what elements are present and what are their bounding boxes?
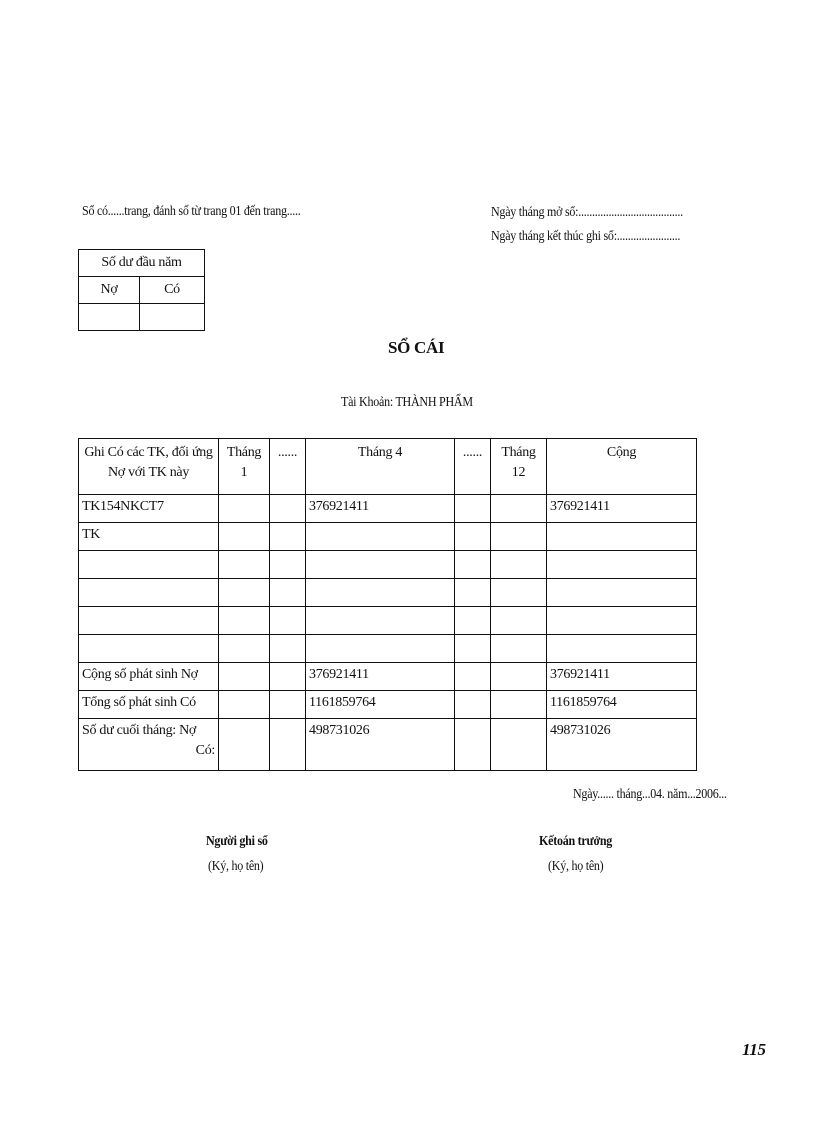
table-row <box>79 579 697 607</box>
col-header-month1-line1: Tháng <box>226 445 262 460</box>
open-date-line: Ngày tháng mở sổ:...................................... <box>491 205 683 220</box>
row-label <box>79 579 219 607</box>
cell <box>455 551 491 579</box>
summary-credit-month4: 1161859764 <box>306 691 455 719</box>
book-pages-note: Sổ có......trang, đánh số từ trang 01 đến trang..... <box>82 204 301 219</box>
cell <box>270 579 306 607</box>
table-row <box>79 523 697 551</box>
cell <box>219 579 270 607</box>
summary-closing-label <box>79 719 219 771</box>
row-total <box>547 523 697 551</box>
sign-date-line: Ngày...... tháng...04. năm...2006... <box>573 787 727 802</box>
cell <box>491 607 547 635</box>
close-date-line: Ngày tháng kết thúc ghi sổ:....................... <box>491 229 681 244</box>
cell <box>455 663 491 691</box>
row-label: TK154NKCT7 <box>79 495 219 523</box>
col-header-total: Cộng <box>547 439 697 495</box>
cell <box>491 719 547 771</box>
ledger-header-row <box>79 439 697 495</box>
col-header-month4: Tháng 4 <box>306 439 455 495</box>
row-label <box>79 551 219 579</box>
page-title: SỔ CÁI <box>388 338 445 357</box>
ledger-table <box>78 438 697 771</box>
closing-debit-label: Số dư cuối tháng: Nợ <box>82 723 196 738</box>
summary-closing-row <box>79 719 697 771</box>
recorder-title: Người ghi sổ <box>206 834 268 849</box>
row-month4 <box>306 523 455 551</box>
cell <box>270 719 306 771</box>
cell <box>219 523 270 551</box>
row-label <box>79 607 219 635</box>
cell <box>270 523 306 551</box>
summary-closing-month4: 498731026 <box>306 719 455 771</box>
summary-credit-label: Tổng số phát sinh Có <box>79 691 219 719</box>
cell <box>219 607 270 635</box>
chief-accountant-title: Kếtoán trưởng <box>539 834 613 849</box>
row-total <box>547 551 697 579</box>
cell <box>219 691 270 719</box>
row-total: 376921411 <box>547 495 697 523</box>
table-row <box>79 495 697 523</box>
cell <box>455 719 491 771</box>
opening-credit-label: Có <box>140 277 205 304</box>
summary-debit-row <box>79 663 697 691</box>
account-name: Tài Khoản: THÀNH PHẨM <box>341 395 473 410</box>
cell <box>270 607 306 635</box>
row-total <box>547 607 697 635</box>
summary-debit-month4: 376921411 <box>306 663 455 691</box>
col-header-month12-line2: 12 <box>511 465 526 480</box>
cell <box>219 663 270 691</box>
opening-debit-label: Nợ <box>79 277 140 304</box>
cell <box>455 495 491 523</box>
cell <box>270 551 306 579</box>
summary-debit-label: Cộng số phát sinh Nợ <box>79 663 219 691</box>
opening-balance-title: Số dư đầu năm <box>79 250 205 277</box>
row-label: TK <box>79 523 219 551</box>
cell <box>455 607 491 635</box>
cell <box>219 551 270 579</box>
row-month4 <box>306 579 455 607</box>
cell <box>219 495 270 523</box>
col-header-month12-line1: Tháng <box>501 445 536 460</box>
row-total <box>547 635 697 663</box>
cell <box>455 691 491 719</box>
row-month4: 376921411 <box>306 495 455 523</box>
table-row <box>79 607 697 635</box>
recorder-sign-note: (Ký, họ tên) <box>208 859 264 874</box>
opening-debit-value <box>79 304 140 331</box>
row-total <box>547 579 697 607</box>
row-label <box>79 635 219 663</box>
cell <box>455 579 491 607</box>
col-header-month12 <box>491 439 547 495</box>
cell <box>270 495 306 523</box>
col-header-account <box>79 439 219 495</box>
cell <box>219 719 270 771</box>
cell <box>491 635 547 663</box>
summary-closing-total: 498731026 <box>547 719 697 771</box>
cell <box>491 579 547 607</box>
col-header-dots-b: ...... <box>455 439 491 495</box>
cell <box>491 495 547 523</box>
opening-balance-table <box>78 249 205 331</box>
row-month4 <box>306 607 455 635</box>
cell <box>270 635 306 663</box>
col-header-dots-a: ...... <box>270 439 306 495</box>
cell <box>455 523 491 551</box>
summary-debit-total: 376921411 <box>547 663 697 691</box>
table-row <box>79 551 697 579</box>
cell <box>270 691 306 719</box>
row-month4 <box>306 551 455 579</box>
opening-credit-value <box>140 304 205 331</box>
table-row <box>79 635 697 663</box>
summary-credit-total: 1161859764 <box>547 691 697 719</box>
chief-sign-note: (Ký, họ tên) <box>548 859 604 874</box>
col-header-month1 <box>219 439 270 495</box>
col-header-month1-line2: 1 <box>240 465 248 480</box>
closing-credit-label: Có: <box>195 743 215 758</box>
cell <box>270 663 306 691</box>
col-header-account-line2: Nợ với TK này <box>107 465 190 480</box>
cell <box>455 635 491 663</box>
row-month4 <box>306 635 455 663</box>
col-header-account-line1: Ghi Có các TK, đối ứng <box>84 445 213 460</box>
page-number: 115 <box>742 1040 766 1059</box>
cell <box>491 551 547 579</box>
cell <box>491 663 547 691</box>
cell <box>491 691 547 719</box>
cell <box>491 523 547 551</box>
cell <box>219 635 270 663</box>
summary-credit-row <box>79 691 697 719</box>
